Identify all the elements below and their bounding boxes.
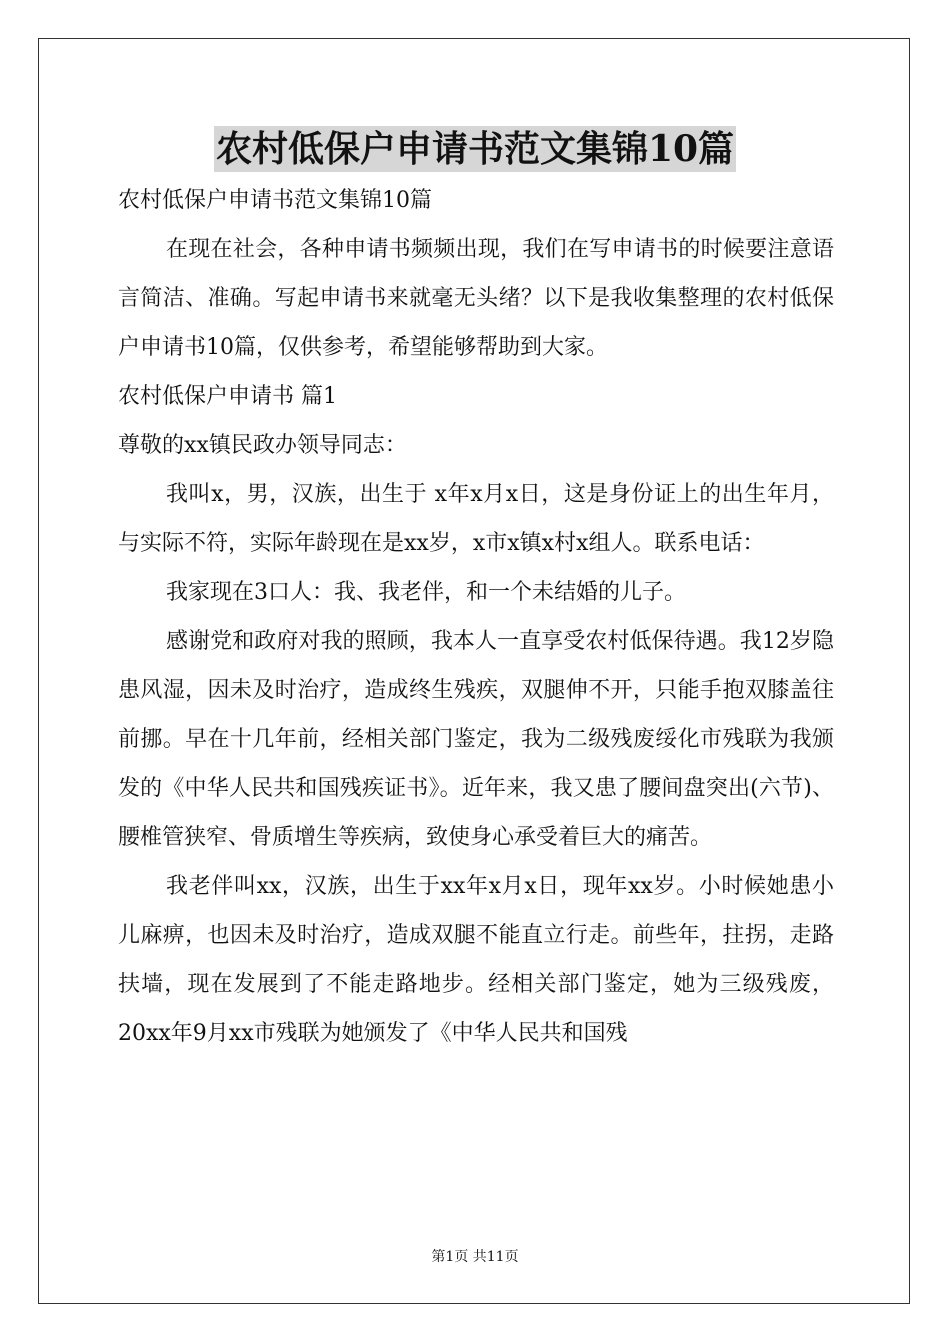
body-paragraph: 感谢党和政府对我的照顾，我本人一直享受农村低保待遇。我12岁隐患风湿，因未及时治疗，造成终生残疾，双腿伸不开，只能手抱双膝盖往前挪。早在十几年前，经相关部门鉴定，我为二级残废绥化市残联为我颁发的《中华人民共和国残疾证书》。近年来，我又患了腰间盘突出(六节)、腰椎管狭窄、骨质增生等疾病，致使身心承受着巨大的痛苦。 [118,629,834,850]
body-paragraph: 我叫x，男，汉族，出生于 x年x月x日，这是身份证上的出生年月，与实际不符，实际年龄现在是xx岁，x市x镇x村x组人。联系电话： [118,482,834,556]
section-heading: 农村低保户申请书 篇1 [118,384,337,409]
document-body [118,176,834,1058]
subtitle-line: 农村低保户申请书范文集锦10篇 [118,188,432,213]
body-paragraph: 我老伴叫xx，汉族，出生于xx年x月x日，现年xx岁。小时候她患小儿麻痹，也因未及时治疗，造成双腿不能直立行走。前些年，拄拐，走路扶墙，现在发展到了不能走路地步。经相关部门鉴定，她为三级残废，20xx年9月xx市残联为她颁发了《中华人民共和国残 [118,874,834,1046]
body-paragraph: 我家现在3口人：我、我老伴，和一个未结婚的儿子。 [166,580,686,605]
salutation: 尊敬的xx镇民政办领导同志： [118,433,407,458]
title-container [0,126,950,172]
page-footer: 第1页 共11页 [431,1249,519,1265]
document-title: 农村低保户申请书范文集锦10篇 [215,128,735,170]
intro-paragraph: 在现在社会，各种申请书频频出现，我们在写申请书的时候要注意语言简洁、准确。写起申请书来就毫无头绪？以下是我收集整理的农村低保户申请书10篇，仅供参考，希望能够帮助到大家。 [118,237,834,360]
